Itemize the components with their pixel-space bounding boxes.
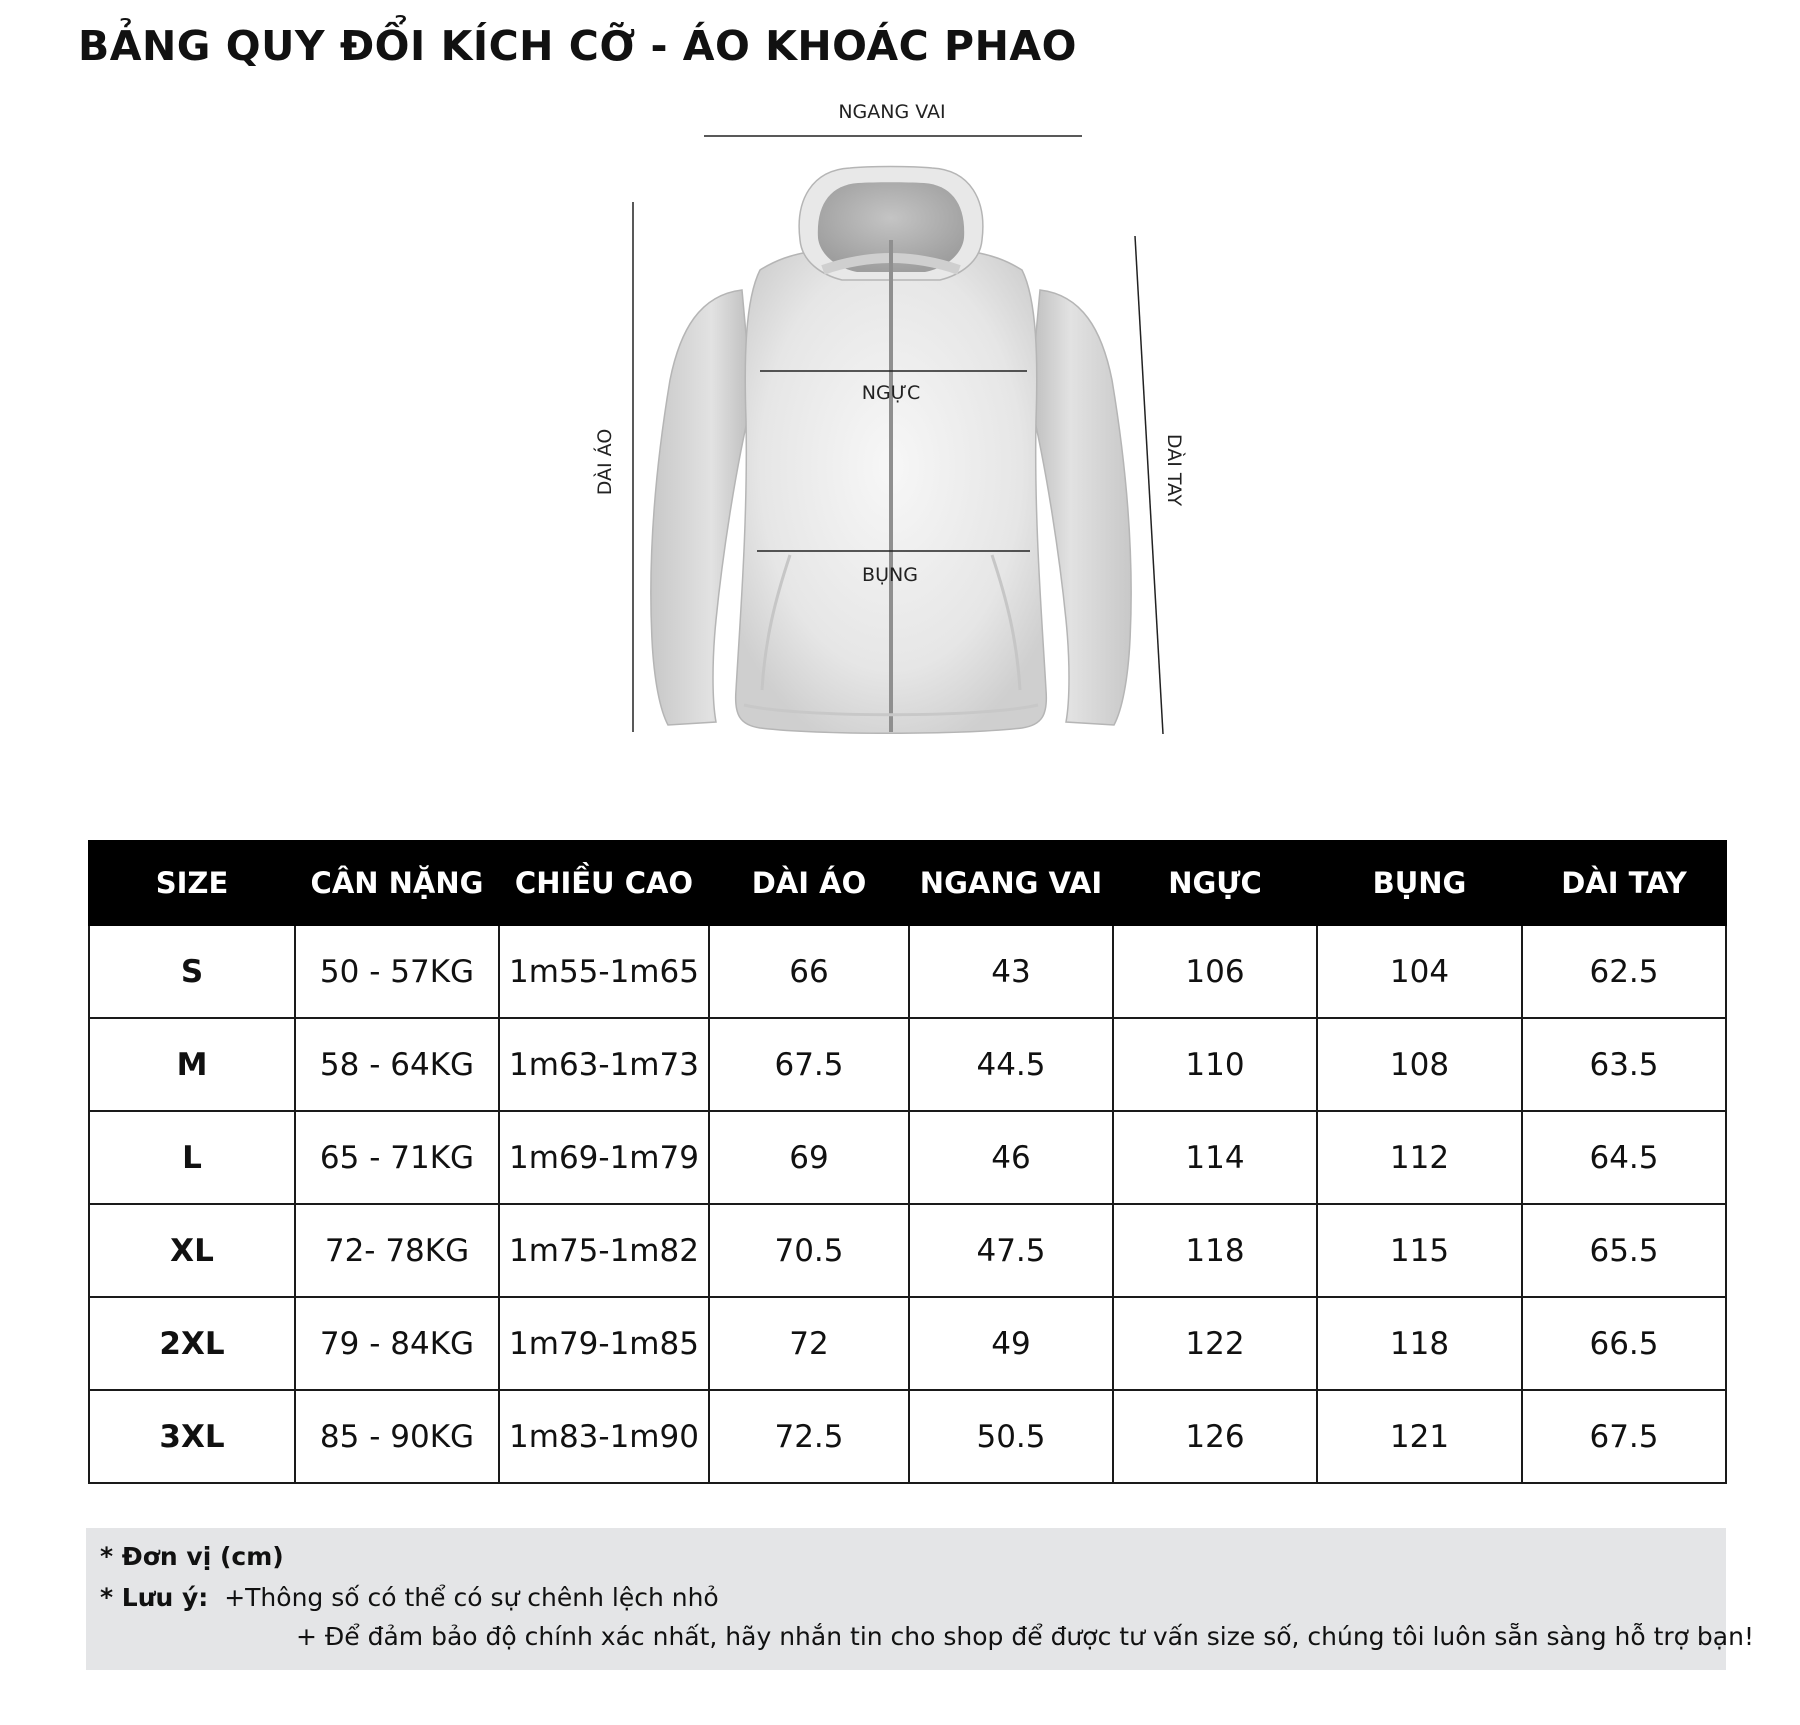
belly-cell: 118: [1317, 1297, 1522, 1390]
left-sleeve: [651, 290, 752, 725]
length-cell: 70.5: [709, 1204, 909, 1297]
weight-cell: 65 - 71KG: [295, 1111, 499, 1204]
size-cell: 3XL: [89, 1390, 295, 1483]
shoulder-cell: 46: [909, 1111, 1113, 1204]
right-sleeve: [1030, 290, 1131, 725]
length-label: DÀI ÁO: [594, 428, 616, 496]
height-cell: 1m63-1m73: [499, 1018, 709, 1111]
weight-cell: 85 - 90KG: [295, 1390, 499, 1483]
table-row: [89, 1297, 1726, 1390]
sleeve-measure-line: [1135, 236, 1163, 734]
length-cell: 67.5: [709, 1018, 909, 1111]
sleeve-cell: 62.5: [1522, 925, 1726, 1018]
belly-cell: 115: [1317, 1204, 1522, 1297]
note-text-2: + Để đảm bảo độ chính xác nhất, hãy nhắn tin cho shop để được tư vấn size số, chúng tôi luôn sẵn sàng hỗ trợ bạn!: [296, 1622, 1754, 1651]
sleeve-cell: 64.5: [1522, 1111, 1726, 1204]
chest-cell: 114: [1113, 1111, 1317, 1204]
unit-note-text: * Đơn vị (cm): [100, 1542, 284, 1571]
notes-box: [86, 1528, 1754, 1670]
header-weight: CÂN NẶNG: [295, 841, 499, 925]
sleeve-cell: 65.5: [1522, 1204, 1726, 1297]
note-line-2: [296, 1622, 1754, 1651]
table-row: [89, 925, 1726, 1018]
size-cell: M: [89, 1018, 295, 1111]
shoulder-cell: 49: [909, 1297, 1113, 1390]
shoulder-cell: 43: [909, 925, 1113, 1018]
table-row: [89, 1018, 1726, 1111]
note-line-1: [100, 1583, 719, 1612]
weight-cell: 72- 78KG: [295, 1204, 499, 1297]
size-cell: S: [89, 925, 295, 1018]
belly-cell: 112: [1317, 1111, 1522, 1204]
header-chest: NGỰC: [1113, 841, 1317, 925]
page-title: BẢNG QUY ĐỔI KÍCH CỠ - ÁO KHOÁC PHAO: [78, 22, 1077, 70]
belly-cell: 121: [1317, 1390, 1522, 1483]
belly-cell: 104: [1317, 925, 1522, 1018]
unit-note: [100, 1542, 284, 1571]
height-cell: 1m79-1m85: [499, 1297, 709, 1390]
table-row: [89, 1111, 1726, 1204]
height-cell: 1m83-1m90: [499, 1390, 709, 1483]
table-row: [89, 1390, 1726, 1483]
table-row: [89, 1204, 1726, 1297]
weight-cell: 79 - 84KG: [295, 1297, 499, 1390]
sleeve-cell: 67.5: [1522, 1390, 1726, 1483]
height-cell: 1m69-1m79: [499, 1111, 709, 1204]
length-cell: 72.5: [709, 1390, 909, 1483]
header-height: CHIỀU CAO: [499, 841, 709, 925]
weight-cell: 58 - 64KG: [295, 1018, 499, 1111]
chest-cell: 122: [1113, 1297, 1317, 1390]
chest-cell: 106: [1113, 925, 1317, 1018]
header-belly: BỤNG: [1317, 841, 1522, 925]
note-text-1: +Thông số có thể có sự chênh lệch nhỏ: [224, 1583, 719, 1612]
sleeve-label: DÀI TAY: [1163, 433, 1185, 507]
sleeve-cell: 63.5: [1522, 1018, 1726, 1111]
size-cell: 2XL: [89, 1297, 295, 1390]
belly-label: BỤNG: [862, 564, 918, 586]
shoulder-cell: 47.5: [909, 1204, 1113, 1297]
sleeve-cell: 66.5: [1522, 1297, 1726, 1390]
chest-cell: 110: [1113, 1018, 1317, 1111]
weight-cell: 50 - 57KG: [295, 925, 499, 1018]
shoulder-cell: 50.5: [909, 1390, 1113, 1483]
header-sleeve: DÀI TAY: [1522, 841, 1726, 925]
chest-label: NGỰC: [861, 382, 921, 404]
size-chart-table: [88, 840, 1727, 1484]
length-cell: 69: [709, 1111, 909, 1204]
jacket-measurement-diagram: [0, 0, 1800, 760]
height-cell: 1m55-1m65: [499, 925, 709, 1018]
height-cell: 1m75-1m82: [499, 1204, 709, 1297]
length-cell: 66: [709, 925, 909, 1018]
header-size: SIZE: [89, 841, 295, 925]
chest-cell: 118: [1113, 1204, 1317, 1297]
size-cell: XL: [89, 1204, 295, 1297]
size-cell: L: [89, 1111, 295, 1204]
header-length: DÀI ÁO: [709, 841, 909, 925]
chest-cell: 126: [1113, 1390, 1317, 1483]
shoulder-label: NGANG VAI: [838, 101, 946, 123]
belly-cell: 108: [1317, 1018, 1522, 1111]
header-shoulder: NGANG VAI: [909, 841, 1113, 925]
table-header-row: [89, 841, 1726, 925]
shoulder-cell: 44.5: [909, 1018, 1113, 1111]
length-cell: 72: [709, 1297, 909, 1390]
note-label: * Lưu ý:: [100, 1583, 209, 1612]
